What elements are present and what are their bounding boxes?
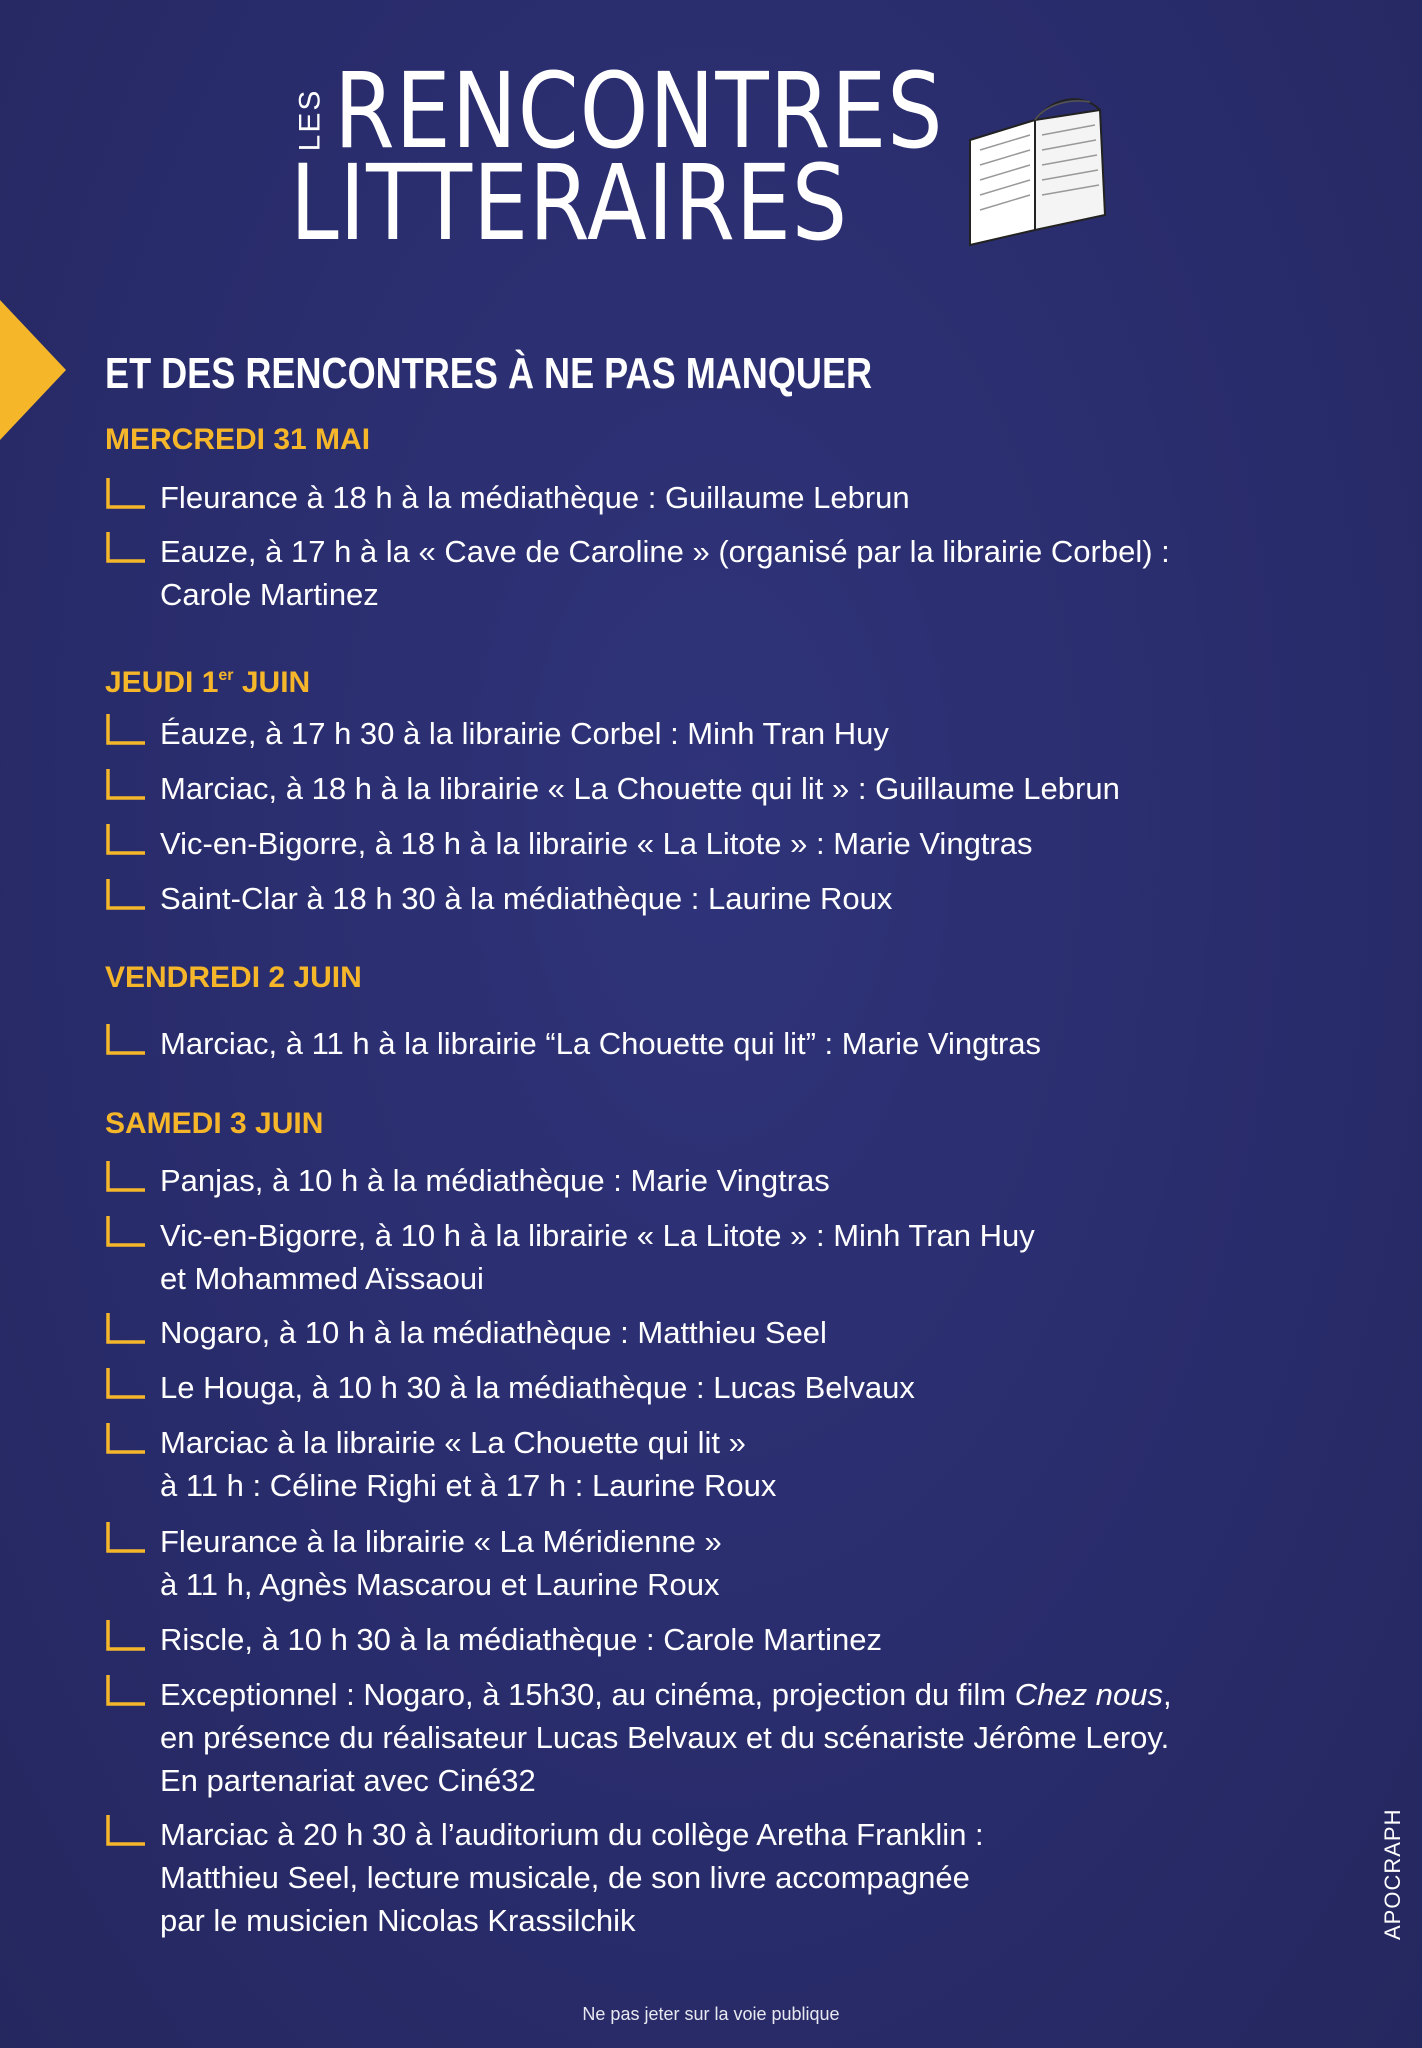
event-text: Carole Martinez <box>160 577 379 612</box>
corner-bullet-icon <box>105 1421 147 1455</box>
event-text: et Mohammed Aïssaoui <box>160 1261 484 1296</box>
event-text: Eauze, à 17 h à la « Cave de Caroline » (organisé par la librairie Corbel) : <box>160 534 1170 569</box>
event-text: Fleurance à la librairie « La Méridienne » <box>160 1524 722 1559</box>
corner-bullet-icon <box>105 1022 147 1056</box>
open-book-icon <box>950 80 1120 250</box>
corner-bullet-icon <box>105 1214 147 1248</box>
yellow-arrow-icon <box>0 300 70 440</box>
corner-bullet-icon <box>105 767 147 801</box>
event-text: Panjas, à 10 h à la médiathèque : Marie Vingtras <box>160 1163 830 1198</box>
event-text: en présence du réalisateur Lucas Belvaux et du scénariste Jérôme Leroy. <box>160 1720 1170 1755</box>
section-heading: ET DES RENCONTRES À NE PAS MANQUER <box>105 349 873 398</box>
footer-note: Ne pas jeter sur la voie publique <box>582 2004 840 2024</box>
event-text: En partenariat avec Ciné32 <box>160 1763 536 1798</box>
event-text: Fleurance à 18 h à la médiathèque : Guillaume Lebrun <box>160 480 910 515</box>
logo-title-line-2: LITTERAIRES <box>290 142 849 264</box>
corner-bullet-icon <box>105 476 147 510</box>
corner-bullet-icon <box>105 1520 147 1554</box>
corner-bullet-icon <box>105 712 147 746</box>
day-heading-thursday: JEUDI 1er JUIN <box>105 666 311 699</box>
day-heading-friday: VENDREDI 2 JUIN <box>105 961 362 994</box>
event-text: Le Houga, à 10 h 30 à la médiathèque : Lucas Belvaux <box>160 1370 915 1405</box>
logo-title-line-1: RENCONTRES <box>334 50 944 172</box>
event-text: à 11 h, Agnès Mascarou et Laurine Roux <box>160 1567 720 1602</box>
event-text: par le musicien Nicolas Krassilchik <box>160 1903 636 1938</box>
event-text: Marciac, à 11 h à la librairie “La Chouette qui lit” : Marie Vingtras <box>160 1026 1042 1061</box>
event-text: Exceptionnel : Nogaro, à 15h30, au cinéma, projection du film Chez nous, <box>160 1677 1172 1712</box>
corner-bullet-icon <box>105 1366 147 1400</box>
printer-credit-text: APOCRAPH <box>1380 1808 1405 1940</box>
day-heading-wednesday: MERCREDI 31 MAI <box>105 423 371 456</box>
event-text: Saint-Clar à 18 h 30 à la médiathèque : Laurine Roux <box>160 881 893 916</box>
film-title: Chez nous <box>1014 1677 1163 1712</box>
corner-bullet-icon <box>105 1673 147 1707</box>
event-text: Nogaro, à 10 h à la médiathèque : Matthieu Seel <box>160 1315 827 1350</box>
corner-bullet-icon <box>105 1159 147 1193</box>
event-text: Vic-en-Bigorre, à 10 h à la librairie « La Litote » : Minh Tran Huy <box>160 1218 1035 1253</box>
event-text: à 11 h : Céline Righi et à 17 h : Laurine Roux <box>160 1468 777 1503</box>
corner-bullet-icon <box>105 822 147 856</box>
event-text: Riscle, à 10 h 30 à la médiathèque : Carole Martinez <box>160 1622 883 1657</box>
corner-bullet-icon <box>105 1311 147 1345</box>
event-text: Marciac à 20 h 30 à l’auditorium du collège Aretha Franklin : <box>160 1817 984 1852</box>
corner-bullet-icon <box>105 1618 147 1652</box>
event-text: Vic-en-Bigorre, à 18 h à la librairie « La Litote » : Marie Vingtras <box>160 826 1033 861</box>
printer-credit <box>1380 1760 1410 1960</box>
event-text: Éauze, à 17 h 30 à la librairie Corbel : Minh Tran Huy <box>160 716 889 751</box>
corner-bullet-icon <box>105 530 147 564</box>
corner-bullet-icon <box>105 1813 147 1847</box>
logo-les-text: LES <box>293 88 326 152</box>
event-text: Marciac, à 18 h à la librairie « La Chouette qui lit » : Guillaume Lebrun <box>160 771 1120 806</box>
event-text: Marciac à la librairie « La Chouette qui lit » <box>160 1425 746 1460</box>
event-text: Matthieu Seel, lecture musicale, de son livre accompagnée <box>160 1860 970 1895</box>
day-heading-saturday: SAMEDI 3 JUIN <box>105 1107 324 1140</box>
corner-bullet-icon <box>105 877 147 911</box>
event-logo <box>290 50 1130 264</box>
